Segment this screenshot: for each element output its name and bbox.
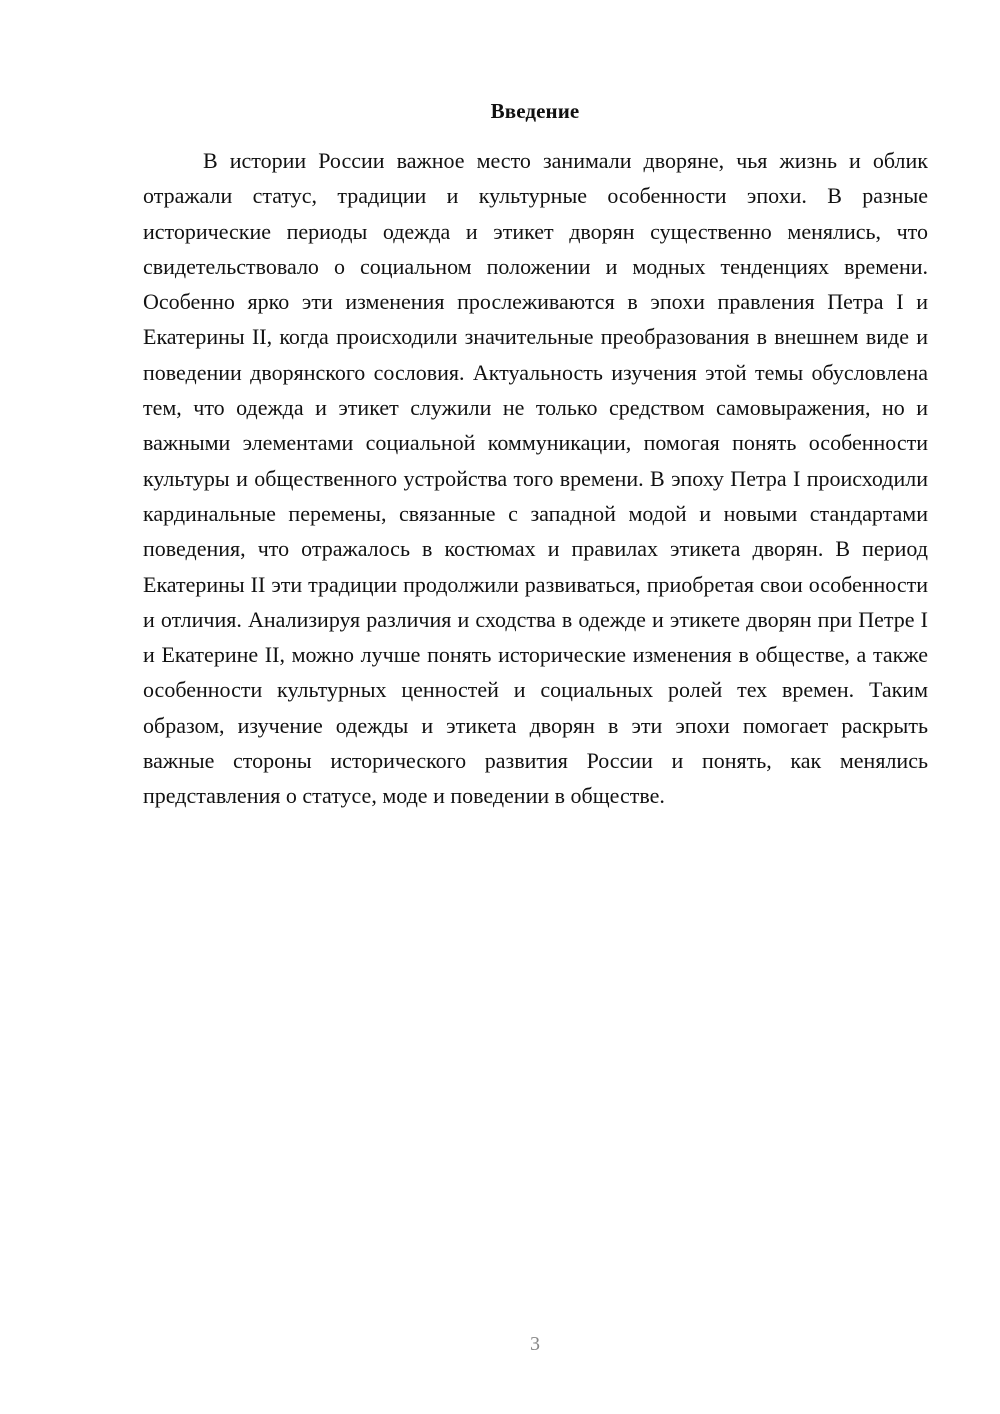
section-heading: Введение	[490, 99, 580, 123]
page-number: 3	[530, 1333, 540, 1355]
body-paragraph: В истории России важное место занимали дворяне, чья жизнь и облик отражали статус, традиции и культурные особенности эпохи. В разные исторические периоды одежда и этикет дворян существенно менялись, что свидетельствовало о социальном положении и модных тенденциях времени. Особенно ярко эти изменения прослеживаются в эпохи правления Петра I и Екатерины II, когда происходили значительные преобразования в внешнем виде и поведении дворянского сословия. Актуальность изучения этой темы обусловлена тем, что одежда и этикет служили не только средством самовыражения, но и важными элементами социальной коммуникации, помогая понять особенности культуры и общественного устройства того времени. В эпоху Петра I происходили кардинальные перемены, связанные с западной модой и новыми стандартами поведения, что отражалось в костюмах и правилах этикета дворян. В период Екатерины II эти традиции продолжили развиваться, приобретая свои особенности и отличия. Анализируя различия и сходства в одежде и этикете дворян при Петре I и Екатерине II, можно лучше понять исторические изменения в обществе, а также особенности культурных ценностей и социальных ролей тех времен. Таким образом, изучение одежды и этикета дворян в эти эпохи помогает раскрыть важные стороны исторического развития России и понять, как менялись представления о статусе, моде и поведении в обществе.	[143, 148, 928, 809]
